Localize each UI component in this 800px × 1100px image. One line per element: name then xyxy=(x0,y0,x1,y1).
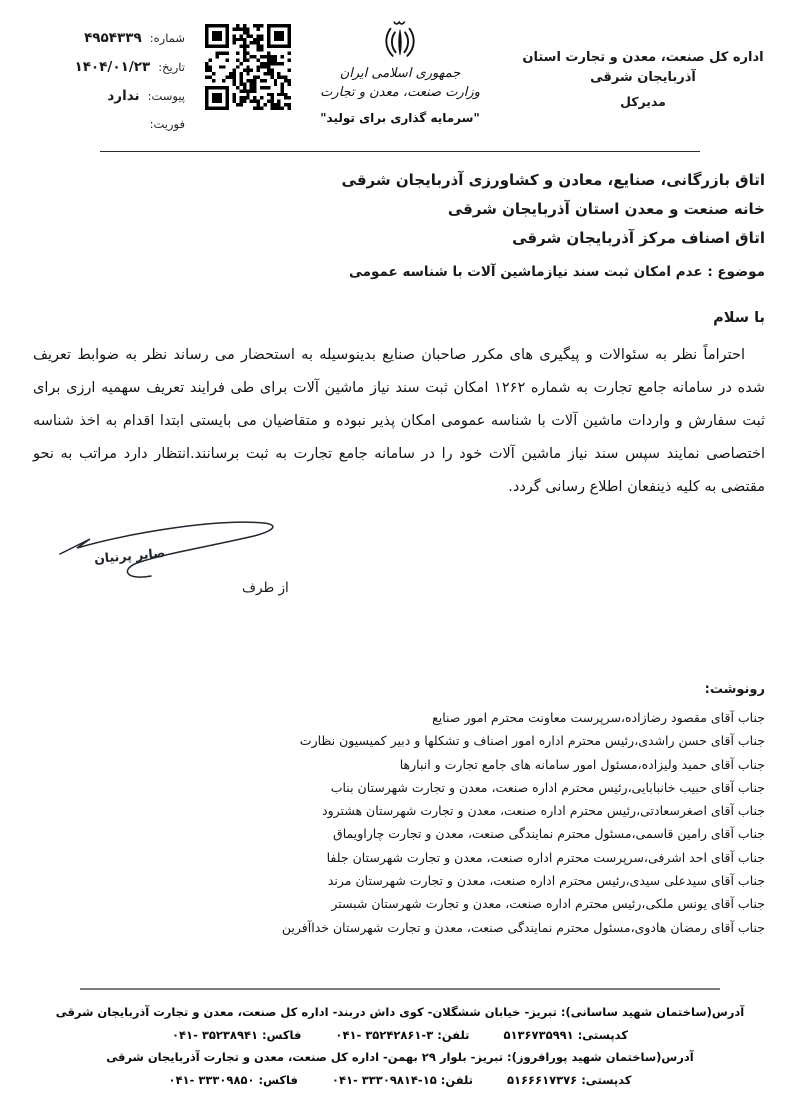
footer-postal-1: کدپستی: ۵۱۳۶۷۳۵۹۹۱ xyxy=(503,1027,628,1042)
letter-attachment-value: ندارد xyxy=(107,88,140,104)
letter-urgency-label: فوریت: xyxy=(149,117,185,131)
cc-item: جناب آقای حسن راشدی،رئیس محترم اداره امور اصناف و تشکلها و دبیر کمیسیون نظارت xyxy=(299,733,765,749)
salutation: با سلام xyxy=(713,310,765,326)
footer-postal-2: کدپستی: ۵۱۶۶۶۱۷۳۷۶ xyxy=(507,1072,632,1087)
footer-divider xyxy=(80,988,720,990)
letter-meta-fields xyxy=(15,30,185,144)
cc-item: جناب آقای اصغرسعادتی،رئیس محترم اداره صنعت، معدن و تجارت شهرستان هشترود xyxy=(322,803,765,819)
recipient-line: اتاق بازرگانی، صنایع، معادن و کشاورزی آذربایجان شرقی xyxy=(341,171,765,189)
cc-item: جناب آقای یونس ملکی،رئیس محترم اداره صنعت، معدن و تجارت شهرستان شبستر xyxy=(331,896,765,912)
body-paragraph: احتراماً نظر به سئوالات و پیگیری های مکرر صاحبان صنایع بدینوسیله به استحضار می رساند نظر به ضوابط تعریف شده در سامانه جامع تجارت به شماره ۱۲۶۲ امکان ثبت سند نیاز ماشین آلات برای طی فرایند تعریف سهمیه ارزی برای ثبت سفارش و واردات ماشین آلات با شناسه عمومی امکان پذیر نبوده و متقاضیان می بایستی ابتدا اقدام به اخذ شناسه اختصاصی نمایند سپس سند نیاز ماشین آلات خود را در سامانه جامع تجارت به ثبت برسانند.انتظار دارد مراتب به نحو مقتضی به کلیه ذینفعان اطلاع رسانی گردد. xyxy=(33,347,765,495)
cc-block xyxy=(282,682,765,939)
letterhead-slogan: "سرمایه گذاری برای تولید" xyxy=(320,111,480,125)
recipient-line: خانه صنعت و معدن استان آذربایجان شرقی xyxy=(447,200,765,218)
org-role: مدیرکل xyxy=(620,94,666,109)
letter-date-label: تاریخ: xyxy=(158,60,185,74)
footer-address-1: آدرس(ساختمان شهید ساسانی): تبریز- خیابان ششگلان- کوی داش دربند- اداره کل صنعت، معدن و تجارت آذربایجان شرقی xyxy=(55,1005,745,1019)
footer-fax-1: فاکس: ۳۵۲۳۸۹۴۱ -۰۴۱ xyxy=(172,1027,302,1042)
org-title: اداره کل صنعت، معدن و تجارت استان آذربایجان شرقی xyxy=(522,50,764,85)
letter-number-row xyxy=(15,30,185,46)
header-divider xyxy=(100,151,700,152)
footer-address-2: آدرس(ساختمان شهید پورافروز): تبریز- بلوار ۲۹ بهمن- اداره کل صنعت، معدن و تجارت آذربایجان شرقی xyxy=(106,1050,694,1064)
cc-title: رونوشت: xyxy=(704,682,765,697)
footer-fax-2: فاکس: ۳۳۳۰۹۸۵۰ -۰۴۱ xyxy=(168,1072,298,1087)
qr-code-icon xyxy=(205,24,291,110)
org-header xyxy=(498,48,788,109)
letter-number-label: شماره: xyxy=(149,31,185,45)
letter-number-value: ۴۹۵۴۳۳۹ xyxy=(84,30,142,46)
footer-phone-2: تلفن: ۱۵-۳۳۳۰۹۸۱۴ -۰۴۱ xyxy=(331,1072,473,1087)
footer-contacts-1 xyxy=(0,1024,800,1047)
cc-item: جناب آقای حمید ولیزاده،مسئول امور سامانه های جامع تجارت و انبارها xyxy=(399,756,765,772)
recipients-block xyxy=(342,166,765,253)
cc-item: جناب آقای مقصود رضازاده،سرپرست معاونت محترم امور صنایع xyxy=(432,710,765,725)
cc-item: جناب آقای حبیب خانبابایی،رئیس محترم اداره صنعت، معدن و تجارت شهرستان بناب xyxy=(330,779,765,795)
letter-attachment-row xyxy=(15,88,185,104)
letter-attachment-label: پیوست: xyxy=(147,89,185,103)
letter-date-value: ۱۴۰۴/۰۱/۲۳ xyxy=(74,59,151,75)
cc-item: جناب آقای رامین قاسمی،مسئول محترم نمایندگی صنعت، معدن و تجارت چاراویماق xyxy=(333,826,765,842)
ministry-title: وزارت صنعت، معدن و تجارت xyxy=(320,85,480,100)
cc-item: جناب آقای احد اشرفی،سرپرست محترم اداره صنعت، معدن و تجارت شهرستان جلفا xyxy=(326,849,765,865)
signatory-name: صابر پرنیان xyxy=(93,544,166,567)
iran-emblem-icon xyxy=(378,16,422,62)
subject-line: موضوع : عدم امکان ثبت سند نیازماشین آلات با شناسه عمومی xyxy=(349,264,765,280)
footer-phone-1: تلفن: ۳-۳۵۲۴۲۸۶۱ -۰۴۱ xyxy=(335,1027,470,1042)
letter-urgency-row xyxy=(15,117,185,131)
letter-date-row xyxy=(15,59,185,75)
gov-title: جمهوری اسلامی ایران xyxy=(339,66,461,81)
recipient-line: اتاق اصناف مرکز آذربایجان شرقی xyxy=(512,229,765,247)
letterhead-center xyxy=(295,16,505,125)
on-behalf-label: از طرف xyxy=(242,580,289,596)
footer-contacts-2 xyxy=(0,1069,800,1092)
footer-block xyxy=(0,1001,800,1091)
cc-item: جناب آقای رمضان هادوی،مسئول محترم نمایندگی صنعت، معدن و تجارت شهرستان خداآفرین xyxy=(281,919,765,935)
cc-item: جناب آقای سیدعلی سیدی،رئیس محترم اداره صنعت، معدن و تجارت شهرستان مرند xyxy=(327,873,765,889)
